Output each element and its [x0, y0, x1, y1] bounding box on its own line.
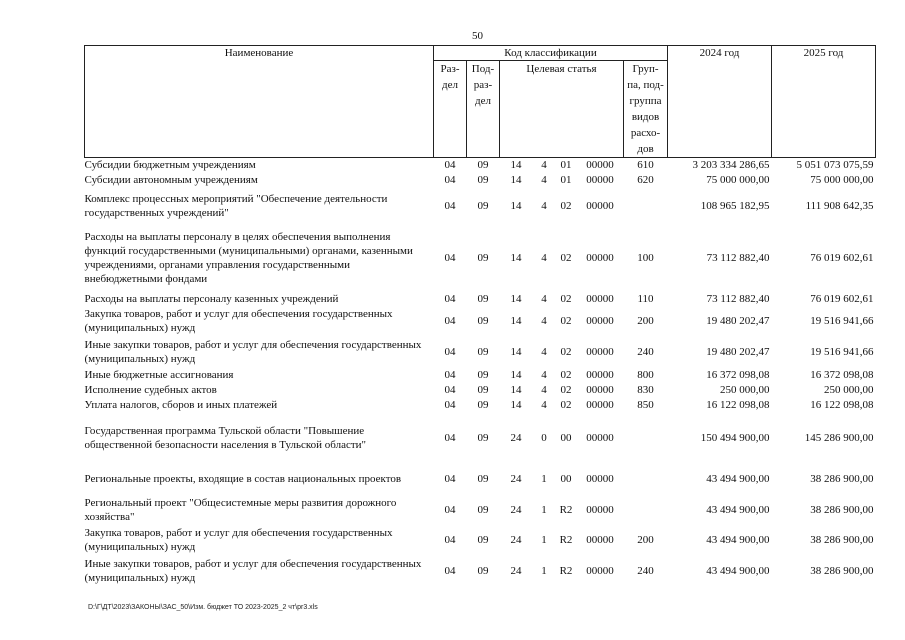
row-razdel: 04 — [444, 199, 456, 212]
row-amount-2024: 19 480 202,47 — [706, 345, 770, 358]
row-amount-2024: 19 480 202,47 — [706, 315, 770, 327]
row-name: Иные закупки товаров, работ и услуг для обеспечения государственных (муниципальных) нужд — [84, 557, 422, 584]
row-podrazdel: 09 — [477, 292, 489, 305]
row-target-direction: 00000 — [586, 534, 614, 546]
row-amount-2025: 38 286 900,00 — [810, 564, 874, 577]
row-target-type: 1 — [541, 534, 547, 546]
row-target-element: 02 — [560, 199, 572, 212]
row-expense-group: 200 — [637, 315, 654, 327]
header-year-2025: 2025 год — [772, 46, 876, 158]
row-target-program: 14 — [510, 159, 522, 171]
row-target-program: 24 — [510, 503, 522, 516]
row-expense-group: 240 — [637, 564, 654, 577]
row-name: Исполнение судебных актов — [84, 383, 217, 396]
row-target-direction: 00000 — [586, 432, 614, 444]
row-amount-2025: 16 372 098,08 — [810, 368, 874, 381]
row-razdel: 04 — [444, 564, 456, 577]
row-amount-2024: 16 372 098,08 — [706, 368, 770, 381]
row-amount-2025: 19 516 941,66 — [810, 315, 874, 327]
header-razdel: Раз- дел — [434, 61, 467, 158]
row-expense-group: 800 — [637, 368, 654, 381]
row-podrazdel: 09 — [477, 315, 489, 327]
row-razdel: 04 — [444, 251, 456, 264]
row-razdel: 04 — [444, 173, 456, 186]
row-amount-2024: 3 203 334 286,65 — [692, 159, 770, 171]
row-target-type: 4 — [541, 368, 547, 381]
row-podrazdel: 09 — [477, 398, 489, 411]
row-target-type: 1 — [541, 503, 547, 516]
row-podrazdel: 09 — [477, 368, 489, 381]
row-amount-2025: 75 000 000,00 — [810, 173, 874, 186]
row-name: Региональный проект "Общесистемные меры развития дорожного хозяйства" — [84, 496, 397, 523]
row-podrazdel: 09 — [477, 199, 489, 212]
row-target-direction: 00000 — [586, 292, 614, 305]
row-expense-group: 110 — [637, 292, 654, 305]
row-target-program: 24 — [510, 473, 522, 485]
row-amount-2024: 108 965 182,95 — [700, 199, 770, 212]
row-podrazdel: 09 — [477, 534, 489, 546]
row-amount-2024: 75 000 000,00 — [706, 173, 770, 186]
row-target-program: 14 — [510, 173, 522, 186]
row-razdel: 04 — [444, 292, 456, 305]
row-expense-group: 100 — [637, 251, 654, 264]
row-target-program: 24 — [510, 564, 522, 577]
table-row — [85, 158, 876, 173]
row-podrazdel: 09 — [477, 564, 489, 577]
row-target-direction: 00000 — [586, 345, 614, 358]
row-amount-2025: 16 122 098,08 — [810, 398, 874, 411]
row-razdel: 04 — [444, 345, 456, 358]
table-row — [85, 464, 876, 494]
row-expense-group: 610 — [637, 159, 654, 171]
row-target-element: R2 — [559, 503, 573, 516]
row-razdel: 04 — [444, 473, 456, 485]
row-expense-group: 850 — [637, 398, 654, 411]
row-target-type: 4 — [541, 173, 547, 186]
row-target-direction: 00000 — [586, 251, 614, 264]
row-target-program: 14 — [510, 251, 522, 264]
row-razdel: 04 — [444, 383, 456, 396]
row-target-type: 4 — [541, 383, 547, 396]
row-target-direction: 00000 — [586, 383, 614, 396]
row-target-program: 14 — [510, 383, 522, 396]
row-target-program: 14 — [510, 199, 522, 212]
row-target-element: R2 — [559, 534, 573, 546]
row-expense-group: 830 — [637, 383, 654, 396]
table-row — [85, 397, 876, 412]
row-target-program: 14 — [510, 315, 522, 327]
row-amount-2024: 43 494 900,00 — [706, 473, 770, 485]
row-amount-2025: 111 908 642,35 — [805, 199, 874, 212]
row-target-program: 14 — [510, 292, 522, 305]
row-amount-2025: 250 000,00 — [824, 383, 874, 396]
row-target-direction: 00000 — [586, 503, 614, 516]
row-amount-2024: 43 494 900,00 — [706, 564, 770, 577]
row-target-type: 4 — [541, 398, 547, 411]
table-row — [85, 336, 876, 367]
row-name: Закупка товаров, работ и услуг для обеспечения государственных (муниципальных) нужд — [84, 527, 393, 553]
row-amount-2025: 38 286 900,00 — [810, 534, 874, 546]
row-target-type: 4 — [541, 251, 547, 264]
row-target-direction: 00000 — [586, 368, 614, 381]
row-name: Расходы на выплаты персоналу казенных учреждений — [84, 292, 339, 305]
row-podrazdel: 09 — [477, 173, 489, 186]
row-target-element: 02 — [560, 398, 572, 411]
row-amount-2025: 19 516 941,66 — [810, 345, 874, 358]
row-target-program: 14 — [510, 368, 522, 381]
row-razdel: 04 — [444, 315, 456, 327]
row-amount-2025: 76 019 602,61 — [810, 292, 874, 305]
row-name: Государственная программа Тульской области "Повышение общественной безопасности населения в Тульской области" — [84, 425, 367, 451]
row-target-direction: 00000 — [586, 398, 614, 411]
header-group: Груп- па, под- группа видов расхо- дов — [624, 61, 668, 158]
row-target-element: 01 — [560, 173, 572, 186]
row-amount-2024: 16 122 098,08 — [706, 398, 770, 411]
row-amount-2024: 73 112 882,40 — [706, 292, 770, 305]
row-target-program: 14 — [510, 345, 522, 358]
row-podrazdel: 09 — [477, 503, 489, 516]
row-amount-2025: 38 286 900,00 — [810, 503, 874, 516]
row-target-program: 24 — [510, 432, 522, 444]
row-target-element: 02 — [560, 383, 572, 396]
row-podrazdel: 09 — [477, 432, 489, 444]
table-row — [85, 172, 876, 187]
row-amount-2025: 76 019 602,61 — [810, 251, 874, 264]
row-target-element: 02 — [560, 345, 572, 358]
row-target-element: 01 — [560, 159, 572, 171]
row-target-direction: 00000 — [586, 564, 614, 577]
row-target-direction: 00000 — [586, 199, 614, 212]
page-number: 50 — [472, 30, 483, 42]
row-amount-2024: 150 494 900,00 — [700, 432, 770, 444]
row-name: Комплекс процессных мероприятий "Обеспечение деятельности государственных учреждений" — [84, 192, 388, 219]
table-row — [85, 224, 876, 291]
row-target-element: 00 — [560, 432, 572, 444]
header-name: Наименование — [85, 46, 434, 158]
row-podrazdel: 09 — [477, 473, 489, 485]
table-row — [85, 306, 876, 336]
row-target-type: 4 — [541, 292, 547, 305]
table-row — [85, 525, 876, 555]
row-name: Субсидии бюджетным учреждениям — [84, 159, 256, 171]
row-expense-group: 620 — [637, 173, 654, 186]
row-amount-2025: 38 286 900,00 — [810, 473, 874, 485]
row-podrazdel: 09 — [477, 345, 489, 358]
row-target-type: 4 — [541, 315, 547, 327]
table-row — [85, 187, 876, 224]
row-podrazdel: 09 — [477, 159, 489, 171]
row-expense-group — [624, 187, 668, 224]
row-expense-group: 200 — [637, 534, 654, 546]
row-target-program: 14 — [510, 398, 522, 411]
row-target-type: 0 — [541, 432, 547, 444]
table-row — [85, 494, 876, 525]
row-target-direction: 00000 — [586, 473, 614, 485]
footer-file-path: D:\Г\ДТ\2023\ЗАКОНЫ\ЗАС_50\Изм. бюджет ТО 2023-2025_2 чт\pr3.xls — [88, 604, 318, 611]
budget-table — [84, 45, 876, 586]
row-name: Закупка товаров, работ и услуг для обеспечения государственных (муниципальных) нужд — [84, 308, 393, 334]
row-name: Расходы на выплаты персоналу в целях обеспечения выполнения функций государственными (муниципальными) органами, казенными учреждениями, органами управления государственными внебюджетными фондами — [84, 230, 413, 285]
row-razdel: 04 — [444, 368, 456, 381]
header-year-2024: 2024 год — [668, 46, 772, 158]
row-target-element: 00 — [560, 473, 572, 485]
header-code: Код классификации — [434, 46, 668, 61]
row-podrazdel: 09 — [477, 383, 489, 396]
row-target-type: 4 — [541, 159, 547, 171]
row-amount-2024: 73 112 882,40 — [706, 251, 770, 264]
row-amount-2024: 43 494 900,00 — [706, 534, 770, 546]
row-target-element: 02 — [560, 251, 572, 264]
row-name: Иные закупки товаров, работ и услуг для обеспечения государственных (муниципальных) нужд — [84, 338, 422, 365]
header-target: Целевая статья — [500, 61, 624, 158]
row-target-type: 1 — [541, 564, 547, 577]
table-row — [85, 382, 876, 397]
row-target-direction: 00000 — [586, 173, 614, 186]
row-target-direction: 00000 — [586, 315, 614, 327]
row-amount-2025: 5 051 073 075,59 — [796, 159, 874, 171]
row-target-element: 02 — [560, 368, 572, 381]
header-podrazdel: Под- раз- дел — [467, 61, 500, 158]
row-expense-group — [624, 412, 668, 464]
table-row — [85, 555, 876, 586]
table-row — [85, 291, 876, 306]
row-target-type: 4 — [541, 345, 547, 358]
row-razdel: 04 — [444, 159, 456, 171]
row-amount-2024: 250 000,00 — [720, 383, 770, 396]
row-name: Уплата налогов, сборов и иных платежей — [84, 398, 278, 411]
row-target-program: 24 — [510, 534, 522, 546]
row-expense-group — [624, 464, 668, 494]
row-expense-group: 240 — [637, 345, 654, 358]
row-razdel: 04 — [444, 503, 456, 516]
row-razdel: 04 — [444, 432, 456, 444]
row-expense-group — [624, 494, 668, 525]
table-body — [85, 158, 876, 587]
row-amount-2024: 43 494 900,00 — [706, 503, 770, 516]
row-target-element: R2 — [559, 564, 573, 577]
row-target-direction: 00000 — [586, 159, 614, 171]
header-row-top — [85, 46, 876, 61]
table-row — [85, 412, 876, 464]
row-target-element: 02 — [560, 315, 572, 327]
row-razdel: 04 — [444, 534, 456, 546]
row-name: Иные бюджетные ассигнования — [84, 368, 234, 381]
row-amount-2025: 145 286 900,00 — [804, 432, 874, 444]
row-target-element: 02 — [560, 292, 572, 305]
row-name: Региональные проекты, входящие в состав национальных проектов — [84, 473, 402, 485]
row-target-type: 1 — [541, 473, 547, 485]
row-target-type: 4 — [541, 199, 547, 212]
row-razdel: 04 — [444, 398, 456, 411]
row-podrazdel: 09 — [477, 251, 489, 264]
table-row — [85, 367, 876, 382]
row-name: Субсидии автономным учреждениям — [84, 173, 258, 186]
